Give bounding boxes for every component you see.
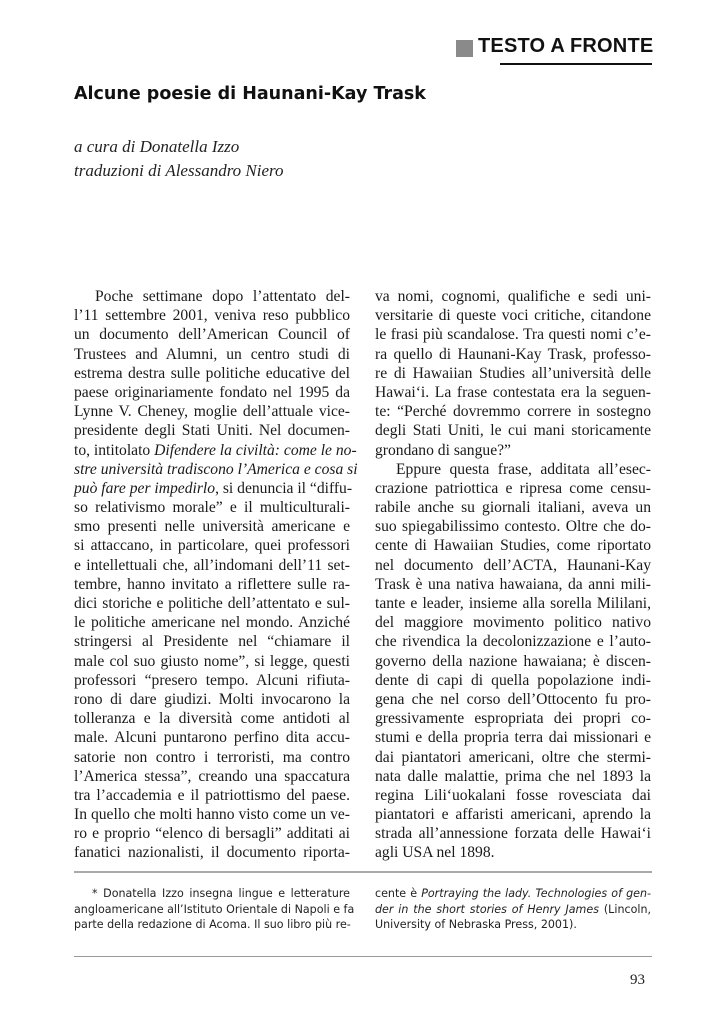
text-line: Hawai‘i. La frase contestata era la seguen- (375, 383, 651, 401)
text-line: Lynne V. Cheney, moglie dell’attuale vice- (74, 403, 350, 421)
text-line: piantatori e affaristi americani, aprendo la (375, 806, 651, 824)
text-line: che rivendica la decolonizzazione e l’auto- (375, 633, 651, 651)
text-line: le frasi più scandalose. Tra questi nomi c’e- (375, 326, 651, 344)
text-line: si attaccano, in particolare, quei professori (74, 537, 350, 555)
text-line: stringersi al Presidente nel “chiamare il (74, 633, 350, 651)
text-line: paese originariamente fondato nel 1995 da (74, 383, 350, 401)
text-line: so relativismo morale” e il multiculturali- (74, 499, 350, 517)
body-right-column (375, 287, 651, 863)
text-line: degli Stati Uniti, le cui mani storicamente (375, 422, 651, 440)
editor-credit: a cura di Donatella Izzo (74, 137, 240, 156)
text-line: fanatici nazionalisti, il documento riporta- (74, 844, 350, 862)
text-line: professori “presero tempo. Alcuni rifiuta- (74, 671, 350, 689)
text-run: to, intitolato (74, 441, 155, 459)
footnote-line: angloamericane all’Istituto Orientale di Napoli e fa (74, 902, 355, 916)
body-left-column (74, 287, 358, 863)
section-header (456, 35, 654, 64)
text-line: dici storiche e politiche dell’attentato e sul- (74, 595, 350, 612)
italic-title-run: può fare per impedirlo (74, 479, 216, 497)
text-line: ra quello di Haunani-Kay Trask, professo- (375, 345, 651, 363)
text-line: suo spiegabilissimo contesto. Oltre che do- (375, 518, 651, 536)
text-run: , si denuncia il “diffu- (215, 479, 353, 497)
text-line: governo della nazione hawaiana; è discen- (375, 652, 651, 670)
italic-title-run: stre università tradiscono l’America e cosa si (74, 460, 358, 478)
text-line: cente di Hawaiian Studies, come riportato (375, 537, 651, 555)
page-number: 93 (630, 972, 645, 988)
book-title-run: der in the short stories of Henry James (375, 902, 599, 916)
text-line: un documento dell’American Council of (74, 326, 350, 344)
text-line: agli USA nel 1898. (375, 844, 495, 862)
text-line: tante e leader, insieme alla sorella Mililani, (375, 595, 651, 612)
text-line: dai piantatori americani, oltre che stermi- (375, 748, 651, 766)
text-line: Poche settimane dopo l’attentato del- (95, 288, 350, 305)
text-line: regina Lili‘uokalani fosse rovesciata dai (375, 786, 651, 804)
text-line: strada all’annessione forzata delle Hawai‘i (375, 825, 651, 843)
text-line: stumi e della propria terra dai missionari e (375, 729, 651, 747)
text-line: ro e proprio “elenco di bersagli” additati ai (74, 825, 350, 843)
text-line: crazione patriottica e ripresa come censu- (375, 479, 651, 497)
footnote-line: parte della redazione di Acoma. Il suo libro più re- (74, 918, 351, 932)
footnote-line (375, 902, 651, 918)
text-line: grondano di sangue?” (375, 441, 511, 459)
text-line: dente di capi di quella popolazione indi- (375, 671, 651, 689)
text-line: e intellettuali che, all’indomani dell’11 set- (74, 556, 350, 574)
text-line (74, 441, 357, 460)
footnote-right (375, 886, 651, 933)
text-line: re di Hawaiian Studies all’università delle (375, 364, 651, 382)
text-line: rabile anche su giornali italiani, aveva un (375, 499, 651, 517)
text-line: tra l’accademia e il patriottismo del paese. (74, 786, 350, 804)
text-line: presidente degli Stati Uniti. Nel documen- (74, 422, 350, 440)
text-line (74, 479, 353, 498)
text-line (74, 460, 358, 479)
text-line: satorie non contro i terroristi, ma contro (74, 748, 350, 766)
text-line: Trustees and Alumni, un centro studi di (74, 345, 350, 363)
text-run: (Lincoln, (598, 902, 651, 916)
header-rule (500, 63, 652, 65)
footnote-separator (74, 871, 652, 873)
article-title: Alcune poesie di Haunani-Kay Trask (74, 84, 426, 104)
footnote-left (74, 886, 355, 933)
text-line: male col suo giusto nome”, si legge, questi (74, 652, 350, 670)
text-line: Trask è una nativa hawaiana, da anni mili- (375, 575, 651, 593)
book-title-run: Portraying the lady. Technologies of gen- (421, 887, 651, 900)
text-line: rono di dare giudizi. Molti invocarono la (74, 690, 350, 708)
square-icon (456, 40, 473, 57)
bottom-rule (74, 956, 652, 957)
footnote-line (375, 886, 651, 902)
section-label: TESTO A FRONTE (478, 35, 654, 57)
footnote-line: University of Nebraska Press, 2001). (375, 918, 577, 932)
text-line: Eppure questa frase, additata all’esec- (396, 460, 651, 478)
footnote-line: * Donatella Izzo insegna lingue e letterature (92, 887, 350, 900)
text-line: tembre, hanno invitato a riflettere sulle ra- (74, 575, 350, 593)
text-line: nata dalle malattie, prima che nel 1893 la (375, 767, 651, 785)
text-line: smo presenti nelle università americane e (74, 518, 350, 536)
text-line: gressivamente espropriata dei propri co- (375, 710, 651, 728)
italic-title-run: Difendere la civiltà: come le no- (154, 441, 357, 459)
text-line: te: “Perché dovremmo correre in sostegno (375, 403, 651, 421)
text-line: In quello che molti hanno visto come un ve- (74, 806, 350, 824)
text-line: versitarie di queste voci critiche, citandone (375, 307, 651, 325)
text-line: del maggiore movimento politico nativo (375, 614, 651, 632)
translator-credit: traduzioni di Alessandro Niero (74, 161, 284, 180)
text-line: tolleranza e la diversità come antidoti al (74, 710, 350, 728)
text-line: estrema destra sulle politiche educative del (74, 364, 350, 382)
text-line: gena che nel corso dell’Ottocento fu pro- (375, 690, 651, 708)
text-line: l’11 settembre 2001, veniva reso pubblico (74, 307, 350, 325)
text-run: cente è (375, 887, 422, 900)
text-line: nel documento dell’ACTA, Haunani-Kay (375, 556, 651, 574)
text-line: va nomi, cognomi, qualifiche e sedi uni- (375, 288, 651, 305)
text-line: le politiche americane nel mondo. Anziché (74, 614, 350, 632)
text-line: l’America stessa”, creando una spaccatura (74, 767, 350, 785)
text-line: male. Alcuni puntarono perfino dita accu- (74, 729, 350, 747)
